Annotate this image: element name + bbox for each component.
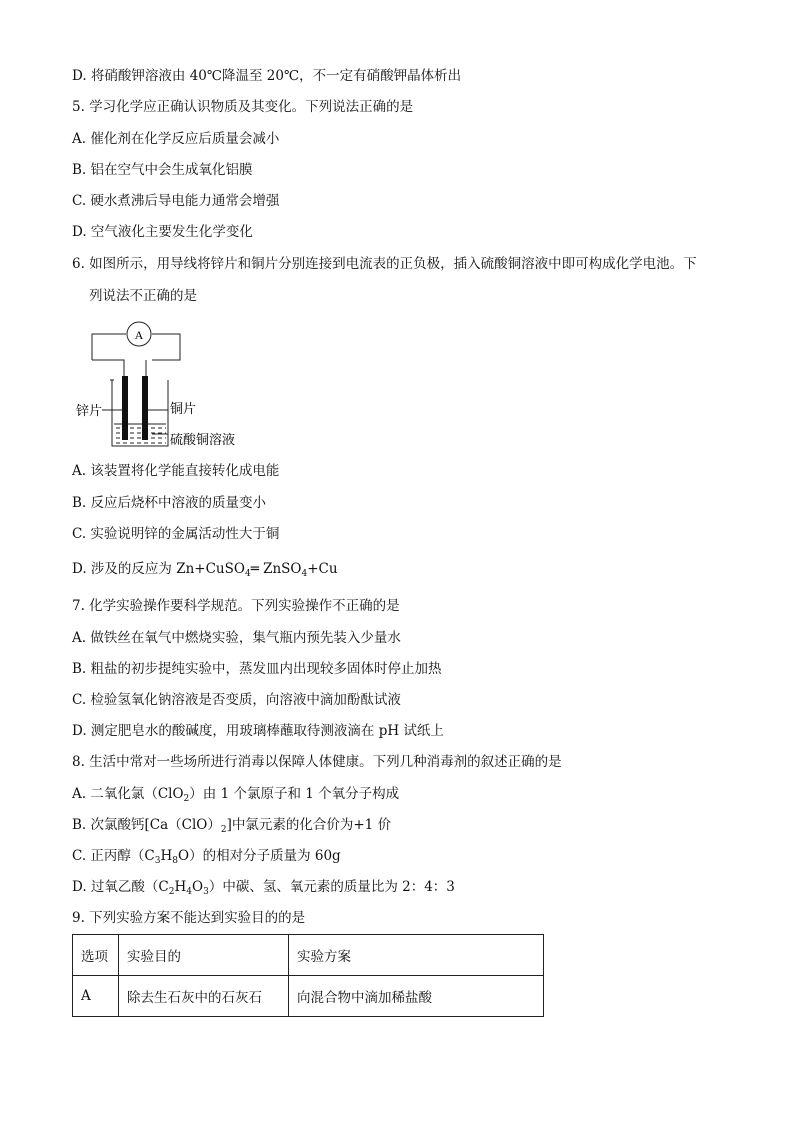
solution-label: 硫酸铜溶液 <box>170 433 236 448</box>
table-header-purpose: 实验目的 <box>119 935 289 976</box>
table-cell-plan: 向混合物中滴加稀盐酸 <box>289 976 544 1017</box>
zinc-label: 锌片 <box>76 404 103 419</box>
q8-stem: 8. 生活中常对一些场所进行消毒以保障人体健康。下列几种消毒剂的叙述正确的是 <box>72 754 562 770</box>
zinc-plate <box>122 376 128 440</box>
q8-option-a: A. 二氧化氯（ClO$_2$）由 1 个氯原子和 1 个氧分子构成 <box>72 786 400 804</box>
q6-option-a: A. 该装置将化学能直接转化成电能 <box>72 463 280 479</box>
q6-stem-line1: 6. 如图所示，用导线将锌片和铜片分别连接到电流表的正负极，插入硫酸铜溶液中即可构成化学电池。下 <box>72 256 697 272</box>
table-cell-purpose: 除去生石灰中的石灰石 <box>119 976 289 1017</box>
copper-label: 铜片 <box>170 402 197 417</box>
q5-option-d: D. 空气液化主要发生化学变化 <box>72 224 253 240</box>
wire-right <box>152 334 180 360</box>
q7-stem: 7. 化学实验操作要科学规范。下列实验操作不正确的是 <box>72 598 400 614</box>
table-row <box>73 976 544 1017</box>
q4-option-d: D. 将硝酸钾溶液由 40℃降温至 20℃，不一定有硝酸钾晶体析出 <box>72 68 462 84</box>
q5-option-b: B. 铝在空气中会生成氧化铝膜 <box>72 162 253 178</box>
q9-stem: 9. 下列实验方案不能达到实验目的的是 <box>72 910 306 926</box>
table-cell-option: A <box>73 976 119 1017</box>
wire-left <box>92 334 126 360</box>
ammeter-label: A <box>134 328 144 342</box>
q5-option-c: C. 硬水煮沸后导电能力通常会增强 <box>72 193 280 209</box>
q6-option-c: C. 实验说明锌的金属活动性大于铜 <box>72 526 280 542</box>
q7-option-a: A. 做铁丝在氧气中燃烧实验，集气瓶内预先装入少量水 <box>72 630 401 646</box>
q6-option-d: D. 涉及的反应为 Zn+CuSO$_4$═ ZnSO$_4$+Cu <box>72 561 338 579</box>
q6-option-b: B. 反应后烧杯中溶液的质量变小 <box>72 495 267 511</box>
q6-stem-line2: 列说法不正确的是 <box>89 288 197 304</box>
q9-table <box>72 934 544 1017</box>
beaker <box>112 380 168 446</box>
table-header-row <box>73 935 544 976</box>
table-header-plan: 实验方案 <box>289 935 544 976</box>
q8-option-b: B. 次氯酸钙$[Ca(ClO)_2]$中氯元素的化合价为+1 价 <box>72 817 392 835</box>
battery-diagram <box>72 318 272 458</box>
q7-option-d: D. 测定肥皂水的酸碱度，用玻璃棒蘸取待测液滴在 pH 试纸上 <box>72 723 444 739</box>
q5-stem: 5. 学习化学应正确认识物质及其变化。下列说法正确的是 <box>72 99 414 115</box>
q8-option-c: C. 正丙醇$(C_3H_8O)$的相对分子质量为 60g <box>72 848 341 866</box>
q7-option-c: C. 检验氢氧化钠溶液是否变质，向溶液中滴加酚酞试液 <box>72 692 401 708</box>
table-header-option: 选项 <box>73 935 119 976</box>
q5-option-a: A. 催化剂在化学反应后质量会减小 <box>72 131 280 147</box>
copper-plate <box>142 376 148 440</box>
q7-option-b: B. 粗盐的初步提纯实验中，蒸发皿内出现较多固体时停止加热 <box>72 661 442 677</box>
q8-option-d: D. 过氧乙酸$(C_2H_4O_3)$中碳、氢、氧元素的质量比为 2：4：3 <box>72 879 455 897</box>
